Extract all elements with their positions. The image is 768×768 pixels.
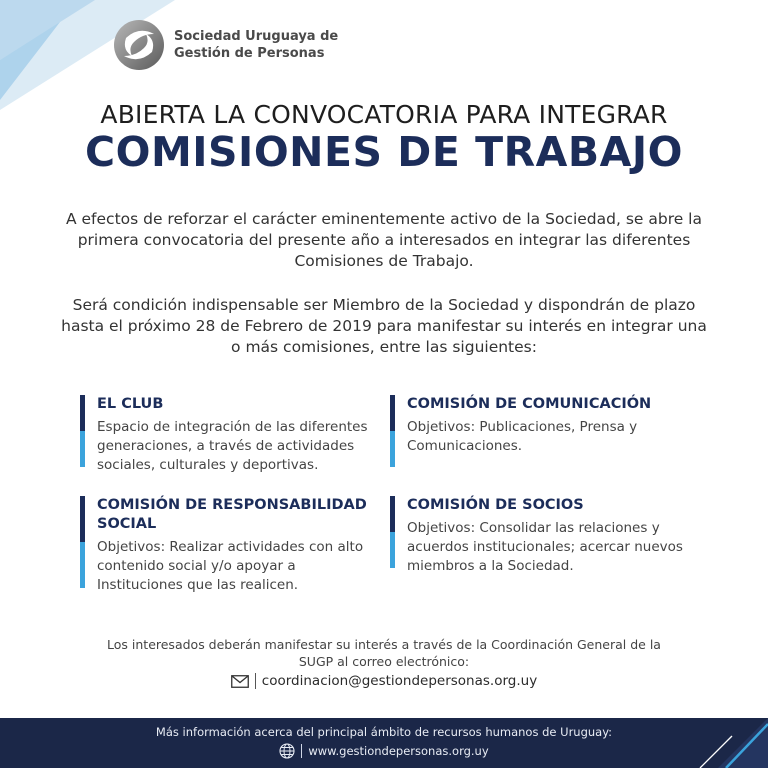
footer-url-row bbox=[0, 743, 768, 759]
commission-title: COMISIÓN DE RESPONSABILIDAD SOCIAL bbox=[97, 497, 367, 532]
footer-decoration bbox=[688, 718, 768, 768]
organization-logo bbox=[112, 18, 338, 72]
commission-title: COMISIÓN DE SOCIOS bbox=[407, 497, 584, 513]
globe-icon bbox=[279, 743, 295, 759]
commission-title: COMISIÓN DE COMUNICACIÓN bbox=[407, 396, 652, 412]
logo-line-2: Gestión de Personas bbox=[174, 46, 325, 61]
separator bbox=[301, 744, 302, 758]
commission-description: Objetivos: Realizar actividades con alto contenido social y/o apoyar a Instituciones que las realicen. bbox=[97, 539, 364, 593]
commission-card-el-club bbox=[80, 395, 370, 475]
footer-text: Más información acerca del principal ámbito de recursos humanos de Uruguay: bbox=[155, 725, 613, 739]
commission-title: EL CLUB bbox=[97, 396, 164, 412]
card-accent-bar bbox=[80, 496, 85, 588]
logo-line-1: Sociedad Uruguaya de bbox=[174, 29, 339, 44]
commission-description: Objetivos: Consolidar las relaciones y acuerdos institucionales; acercar nuevos miembros a la Sociedad. bbox=[407, 520, 683, 574]
commission-card-socios bbox=[390, 496, 690, 576]
intro-paragraph-1: A efectos de reforzar el carácter eminentemente activo de la Sociedad, se abre la primera convocatoria del presente año a interesados en integrar las diferentes Comisiones de Trabajo. bbox=[65, 210, 702, 270]
footer-bar bbox=[0, 718, 768, 768]
commission-card-comunicacion bbox=[390, 395, 690, 456]
email-address-link[interactable]: coordinacion@gestiondepersonas.org.uy bbox=[261, 673, 538, 689]
page-title: COMISIONES DE TRABAJO bbox=[85, 128, 683, 176]
email-row bbox=[0, 673, 768, 689]
separator bbox=[255, 673, 256, 689]
commission-description: Objetivos: Publicaciones, Prensa y Comunicaciones. bbox=[407, 419, 638, 454]
card-accent-bar bbox=[80, 395, 85, 467]
logo-mark-icon bbox=[112, 18, 166, 72]
headline: ABIERTA LA CONVOCATORIA PARA INTEGRAR bbox=[100, 100, 668, 129]
contact-note: Los interesados deberán manifestar su interés a través de la Coordinación General de la SUGP al correo electrónico: bbox=[107, 637, 661, 669]
commission-card-responsabilidad-social bbox=[80, 496, 380, 595]
envelope-icon bbox=[231, 675, 249, 688]
intro-paragraph-2: Será condición indispensable ser Miembro de la Sociedad y dispondrán de plazo hasta el próximo 28 de Febrero de 2019 para manifestar su interés en integrar una o más comisiones, entre las siguientes: bbox=[61, 296, 707, 356]
card-accent-bar bbox=[390, 496, 395, 568]
commission-description: Espacio de integración de las diferentes generaciones, a través de actividades sociales, culturales y deportivas. bbox=[97, 419, 368, 473]
card-accent-bar bbox=[390, 395, 395, 467]
website-link[interactable]: www.gestiondepersonas.org.uy bbox=[308, 744, 489, 758]
